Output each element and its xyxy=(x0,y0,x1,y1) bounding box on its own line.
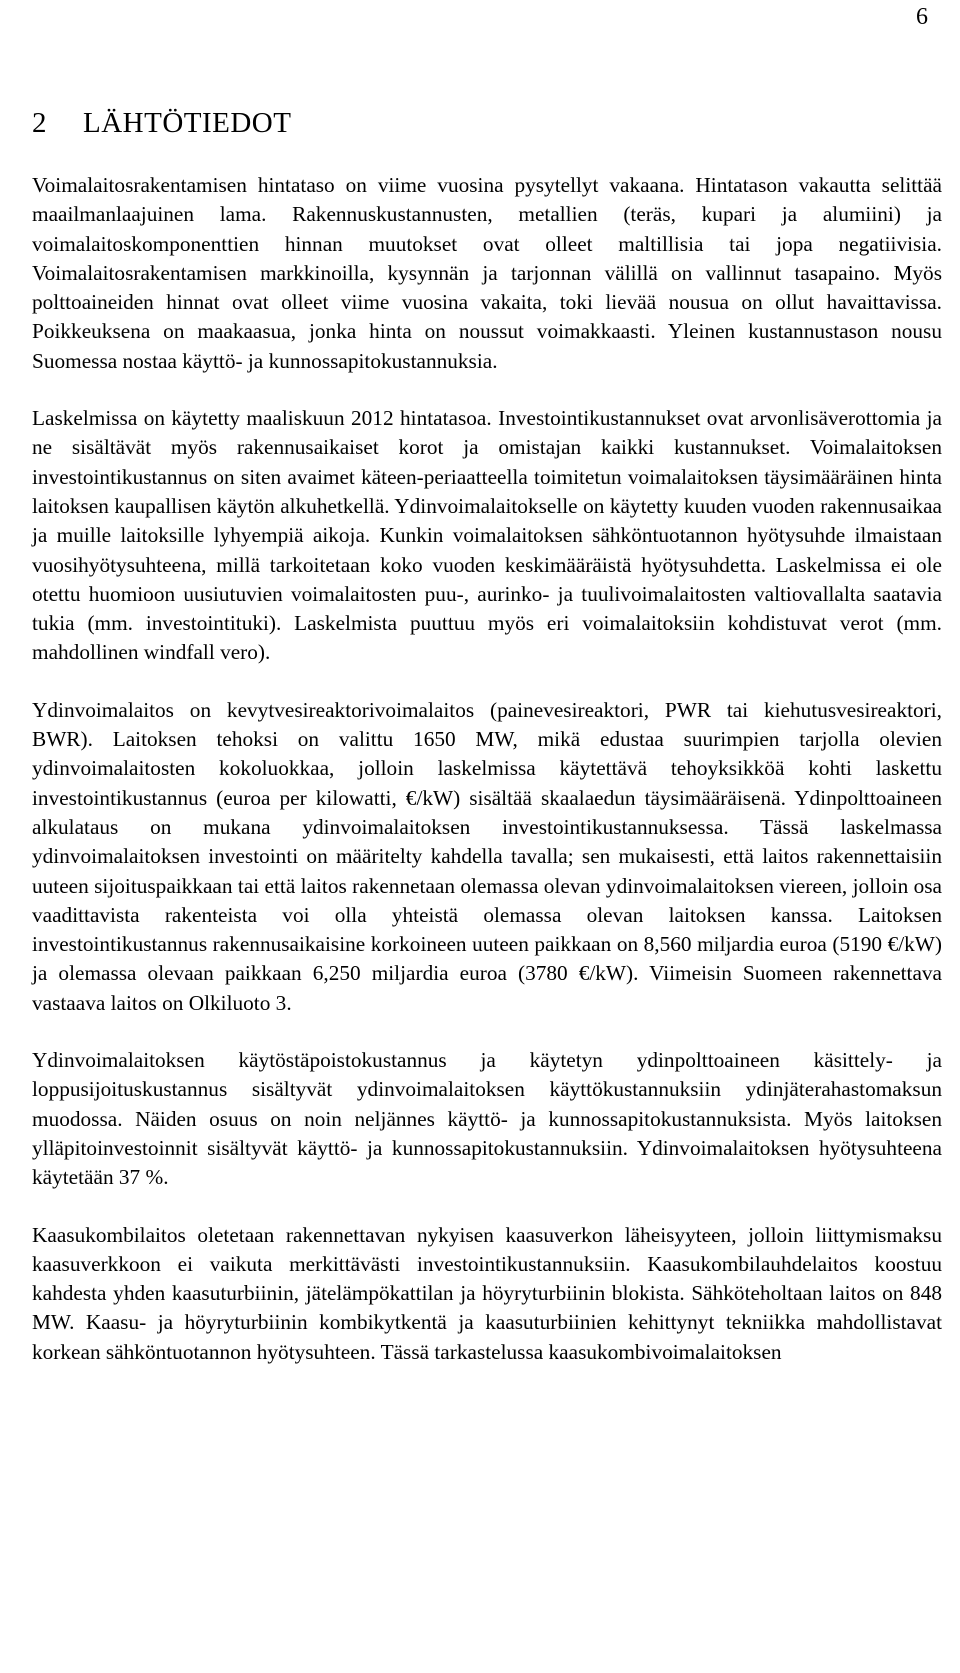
paragraph-nuclear-plant: Ydinvoimalaitos on kevytvesireaktorivoimalaitos (painevesireaktori, PWR tai kiehutusvesireaktori, BWR). Laitoksen tehoksi on valittu 1650 MW, mikä edustaa suurimpien tarjolla olevien ydinvoimalaitosten kokoluokkaa, jolloin laskelmissa käytettävä tehoyksikköä kohti laskettu investointikustannus (euroa per kilowatti, €/kW) sisältää skaalaedun täysimääräisenä. Ydinpolttoaineen alkulataus on mukana ydinvoimalaitoksen investointikustannuksessa. Tässä laskelmassa ydinvoimalaitoksen investointi on määritelty kahdella tavalla; sen mukaisesti, että laitos rakennettaisiin uuteen sijoituspaikkaan tai että laitos rakennetaan olemassa olevan ydinvoimalaitoksen viereen, jolloin osa vaadittavista rakenteista voi olla yhteistä olemassa olevan laitoksen kanssa. Laitoksen investointikustannus rakennusaikaisine korkoineen uuteen paikkaan on 8,560 miljardia euroa (5190 €/kW) ja olemassa olevaan paikkaan 6,250 miljardia euroa (3780 €/kW). Viimeisin Suomeen rakennettava vastaava laitos on Olkiluoto 3. xyxy=(32,697,942,1015)
paragraph-gas-combined-cycle: Kaasukombilaitos oletetaan rakennettavan nykyisen kaasuverkon läheisyyteen, jolloin liittymismaksu kaasuverkkoon ei vaikuta merkittävästi investointikustannuksiin. Kaasukombilauhdelaitos koostuu kahdesta yhden kaasuturbiinin, jätelämpökattilan ja höyryturbiinin blokista. Sähköteholtaan laitos on 848 MW. Kaasu- ja höyryturbiinin kombikytkentä ja kaasuturbiinien kehittynyt tekniikka mahdollistavat korkean sähköntuotannon hyötysuhteen. Tässä tarkastelussa kaasukombivoimalaitoksen xyxy=(32,1222,942,1364)
page-number: 6 xyxy=(916,4,928,30)
paragraph-nuclear-decommissioning: Ydinvoimalaitoksen käytöstäpoistokustannus ja käytetyn ydinpolttoaineen käsittely- ja loppusijoituskustannus sisältyvät ydinvoimalaitoksen käyttökustannuksiin ydinjäterahastomaksun muodossa. Näiden osuus on noin neljännes käyttö- ja kunnossapitokustannuksista. Myös laitoksen ylläpitoinvestoinnit sisältyvät käyttö- ja kunnossapitokustannuksiin. Ydinvoimalaitoksen hyötysuhteena käytetään 37 %. xyxy=(32,1048,942,1190)
body-text xyxy=(32,171,942,1367)
section-heading xyxy=(32,104,291,142)
section-number: 2 xyxy=(32,107,47,139)
paragraph-price-level: Voimalaitosrakentamisen hintataso on viime vuosina pysytellyt vakaana. Hintatason vakautta selittää maailmanlaajuinen lama. Rakennuskustannusten, metallien (teräs, kupari ja alumiini) ja voimalaitoskomponenttien hinnan muutokset ovat olleet maltillisia tai jopa negatiivisia. Voimalaitosrakentamisen markkinoilla, kysynnän ja tarjonnan välillä on vallinnut tasapaino. Myös polttoaineiden hinnat ovat olleet viime vuosina vakaita, toki lievää nousua on ollut havaittavissa. Poikkeuksena on maakaasua, jonka hinta on noussut voimakkaasti. Yleinen kustannustason nousu Suomessa nostaa käyttö- ja kunnossapitokustannuksia. xyxy=(32,173,942,373)
paragraph-calculation-basis: Laskelmissa on käytetty maaliskuun 2012 hintatasoa. Investointikustannukset ovat arvonlisäverottomia ja ne sisältävät myös rakennusaikaiset korot ja omistajan kaikki kustannukset. Voimalaitoksen investointikustannus on siten avaimet käteen-periaatteella toimitetun voimalaitoksen täysimääräinen hinta laitoksen kaupallisen käytön alkuhetkellä. Ydinvoimalaitokselle on käytetty kuuden vuoden rakennusaikaa ja muille laitoksille lyhyempiä aikoja. Kunkin voimalaitoksen sähköntuotannon hyötysuhde ilmaistaan vuosihyötysuhteena, millä tarkoitetaan koko vuoden keskimääräistä hyötysuhdetta. Laskelmissa ei ole otettu huomioon uusiutuvien voimalaitosten puu-, aurinko- ja tuulivoimalaitosten valtiovallalta saatavia tukia (mm. investointituki). Laskelmista puuttuu myös eri voimalaitoksiin kohdistuvat verot (mm. mahdollinen windfall vero). xyxy=(32,406,942,665)
section-title: LÄHTÖTIEDOT xyxy=(83,107,292,139)
